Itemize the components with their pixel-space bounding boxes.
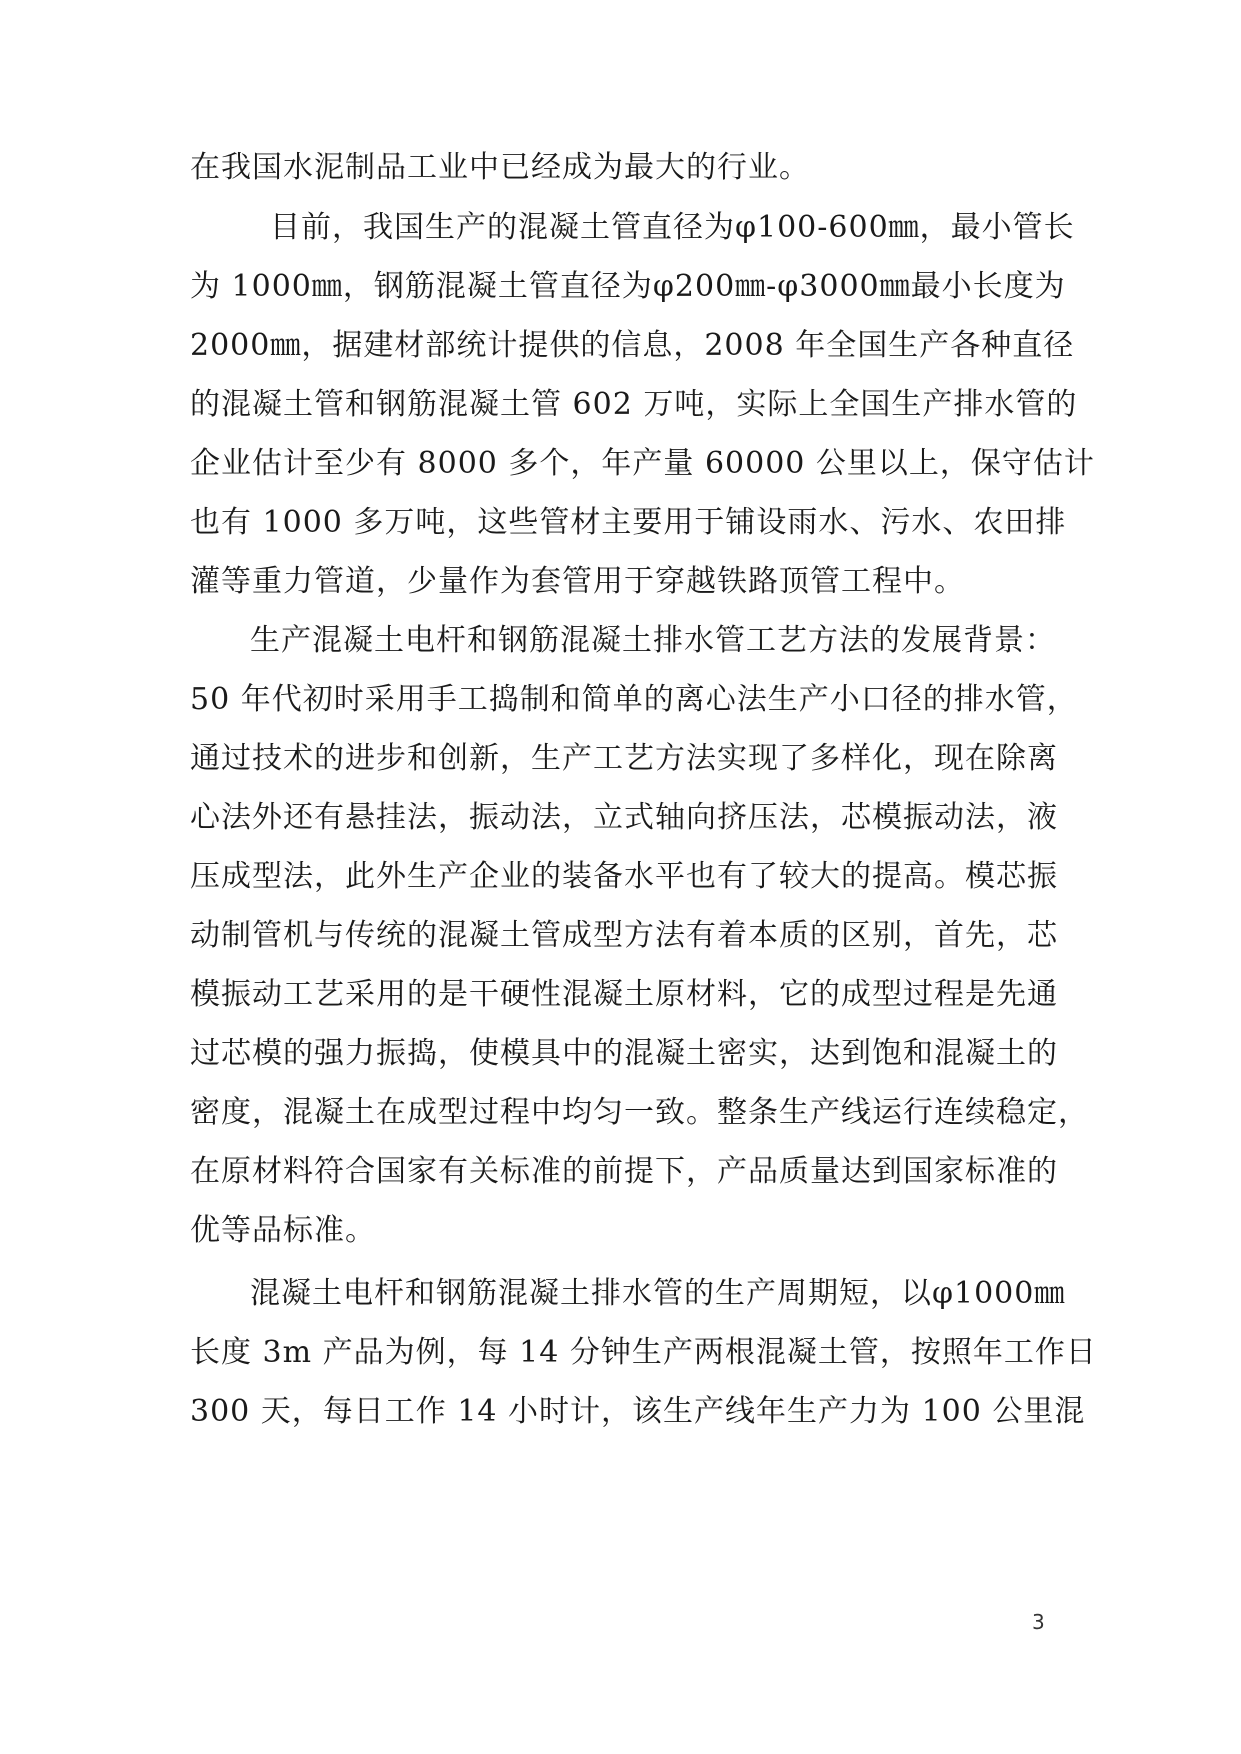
text-line: 的混凝土管和钢筋混凝土管 602 万吨，实际上全国生产排水管的	[190, 387, 1078, 422]
text-line: 心法外还有悬挂法，振动法，立式轴向挤压法，芯模振动法，液	[190, 800, 1058, 835]
text-line: 企业估计至少有 8000 多个，年产量 60000 公里以上，保守估计	[190, 446, 1095, 481]
text-line: 在我国水泥制品工业中已经成为最大的行业。	[190, 150, 810, 185]
text-line: 50 年代初时采用手工捣制和简单的离心法生产小口径的排水管，	[190, 682, 1078, 717]
text-line: 长度 3m 产品为例，每 14 分钟生产两根混凝土管，按照年工作日	[190, 1335, 1097, 1370]
text-line: 优等品标准。	[190, 1213, 376, 1248]
paragraph-start-line: 混凝土电杆和钢筋混凝土排水管的生产周期短，以φ1000㎜	[250, 1276, 1066, 1311]
page-number: 3	[1032, 1610, 1045, 1634]
paragraph-start-line: 生产混凝土电杆和钢筋混凝土排水管工艺方法的发展背景：	[250, 623, 1056, 658]
text-line: 模振动工艺采用的是干硬性混凝土原材料，它的成型过程是先通	[190, 977, 1058, 1012]
text-line: 也有 1000 多万吨，这些管材主要用于铺设雨水、污水、农田排	[190, 505, 1067, 540]
text-line: 压成型法，此外生产企业的装备水平也有了较大的提高。模芯振	[190, 859, 1058, 894]
text-line: 2000㎜，据建材部统计提供的信息，2008 年全国生产各种直径	[190, 328, 1075, 363]
text-line: 动制管机与传统的混凝土管成型方法有着本质的区别，首先，芯	[190, 918, 1058, 953]
text-line: 为 1000㎜，钢筋混凝土管直径为φ200㎜-φ3000㎜最小长度为	[190, 269, 1066, 304]
text-line: 过芯模的强力振捣，使模具中的混凝土密实，达到饱和混凝土的	[190, 1036, 1058, 1071]
text-line: 灌等重力管道，少量作为套管用于穿越铁路顶管工程中。	[190, 564, 965, 599]
text-line: 通过技术的进步和创新，生产工艺方法实现了多样化，现在除离	[190, 741, 1058, 776]
text-line: 在原材料符合国家有关标准的前提下，产品质量达到国家标准的	[190, 1154, 1058, 1189]
text-line: 300 天，每日工作 14 小时计，该生产线年生产力为 100 公里混	[190, 1394, 1086, 1429]
text-line: 密度，混凝土在成型过程中均匀一致。整条生产线运行连续稳定，	[190, 1095, 1089, 1130]
paragraph-start-line: 目前，我国生产的混凝土管直径为φ100-600㎜，最小管长	[270, 210, 1075, 245]
